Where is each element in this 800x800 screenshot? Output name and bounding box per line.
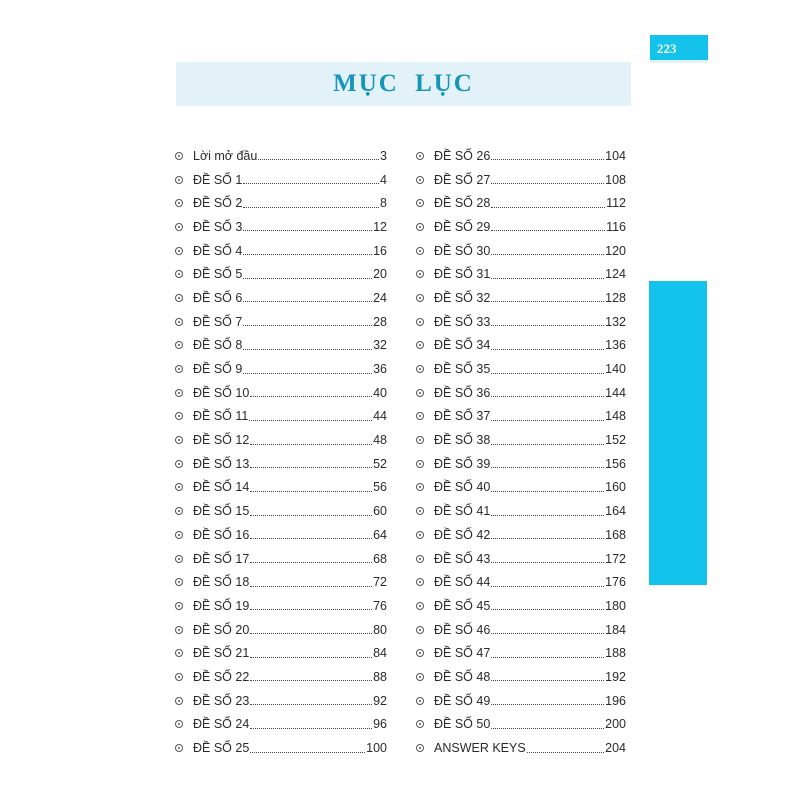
toc-entry-label: ĐỀ SỐ 45 [434, 598, 491, 613]
toc-entry-page-number: 132 [605, 314, 626, 329]
toc-entry-label: ĐỀ SỐ 29 [434, 219, 491, 234]
toc-entry [416, 191, 626, 215]
toc-entry-label: ĐỀ SỐ 1 [193, 172, 243, 187]
dot-leader [250, 609, 372, 610]
circle-bullet-icon [416, 341, 424, 349]
toc-entry [416, 547, 626, 571]
toc-entry-label: Lời mở đầu [193, 148, 258, 163]
toc-entry [416, 144, 626, 168]
toc-entry-page-number: 196 [605, 693, 626, 708]
dot-leader [250, 586, 372, 587]
toc-entry [175, 262, 387, 286]
dot-leader [491, 491, 604, 492]
page-number: 223 [650, 35, 708, 63]
toc-entry [416, 239, 626, 263]
toc-entry-page-number: 160 [605, 480, 626, 495]
toc-entry-label: ĐỀ SỐ 35 [434, 362, 491, 377]
dot-leader [491, 373, 604, 374]
toc-entry-label: ĐỀ SỐ 30 [434, 243, 491, 258]
dot-leader [250, 728, 372, 729]
toc-entry-label: ĐỀ SỐ 3 [193, 219, 243, 234]
toc-entry [175, 334, 387, 358]
toc-entry-label: ĐỀ SỐ 33 [434, 314, 491, 329]
circle-bullet-icon [416, 318, 424, 326]
dot-leader [243, 207, 379, 208]
toc-entry [416, 405, 626, 429]
dot-leader [250, 680, 372, 681]
circle-bullet-icon [175, 673, 183, 681]
toc-entry [416, 428, 626, 452]
toc-entry-label: ĐỀ SỐ 50 [434, 717, 491, 732]
circle-bullet-icon [416, 294, 424, 302]
toc-entry-label: ĐỀ SỐ 47 [434, 646, 491, 661]
circle-bullet-icon [416, 412, 424, 420]
toc-entry-label: ĐỀ SỐ 20 [193, 622, 250, 637]
circle-bullet-icon [416, 389, 424, 397]
toc-entry-page-number: 8 [380, 196, 387, 211]
circle-bullet-icon [175, 223, 183, 231]
toc-entry-page-number: 168 [605, 527, 626, 542]
circle-bullet-icon [175, 744, 183, 752]
toc-entry-page-number: 4 [380, 172, 387, 187]
dot-leader [527, 752, 604, 753]
toc-entry-label: ĐỀ SỐ 19 [193, 598, 250, 613]
circle-bullet-icon [175, 365, 183, 373]
circle-bullet-icon [416, 483, 424, 491]
circle-bullet-icon [175, 578, 183, 586]
dot-leader [491, 467, 604, 468]
circle-bullet-icon [416, 460, 424, 468]
toc-entry-page-number: 192 [605, 669, 626, 684]
toc-entry [416, 357, 626, 381]
dot-leader [491, 396, 604, 397]
circle-bullet-icon [416, 436, 424, 444]
circle-bullet-icon [175, 460, 183, 468]
circle-bullet-icon [175, 176, 183, 184]
dot-leader [250, 562, 372, 563]
toc-entry-page-number: 20 [373, 267, 387, 282]
toc-entry-label: ĐỀ SỐ 23 [193, 693, 250, 708]
toc-entry-page-number: 156 [605, 456, 626, 471]
dot-leader [243, 230, 372, 231]
toc-entry-page-number: 104 [605, 148, 626, 163]
toc-entry-page-number: 36 [373, 362, 387, 377]
toc-entry-label: ĐỀ SỐ 49 [434, 693, 491, 708]
toc-entry [416, 262, 626, 286]
circle-bullet-icon [175, 649, 183, 657]
circle-bullet-icon [416, 152, 424, 160]
dot-leader [491, 586, 604, 587]
circle-bullet-icon [416, 270, 424, 278]
dot-leader [491, 633, 604, 634]
toc-entry-page-number: 28 [373, 314, 387, 329]
toc-entry [175, 239, 387, 263]
toc-entry [175, 665, 387, 689]
toc-entry-page-number: 100 [366, 741, 387, 756]
dot-leader [250, 704, 372, 705]
toc-entry [416, 641, 626, 665]
toc-entry-label: ĐỀ SỐ 28 [434, 196, 491, 211]
dot-leader [243, 254, 372, 255]
circle-bullet-icon [175, 412, 183, 420]
circle-bullet-icon [416, 602, 424, 610]
toc-entry-page-number: 124 [605, 267, 626, 282]
circle-bullet-icon [175, 294, 183, 302]
toc-entry-label: ĐỀ SỐ 14 [193, 480, 250, 495]
toc-entry-label: ĐỀ SỐ 5 [193, 267, 243, 282]
toc-entry-label: ĐỀ SỐ 18 [193, 575, 250, 590]
toc-column-right [416, 144, 626, 760]
toc-entry-label: ĐỀ SỐ 26 [434, 148, 491, 163]
circle-bullet-icon [175, 531, 183, 539]
toc-entry-page-number: 60 [373, 504, 387, 519]
toc-entry-label: ĐỀ SỐ 37 [434, 409, 491, 424]
dot-leader [491, 325, 604, 326]
toc-entry-label: ĐỀ SỐ 39 [434, 456, 491, 471]
toc-entry-page-number: 52 [373, 456, 387, 471]
toc-entry-page-number: 204 [605, 741, 626, 756]
circle-bullet-icon [175, 507, 183, 515]
toc-entry-label: ĐỀ SỐ 7 [193, 314, 243, 329]
toc-entry [416, 476, 626, 500]
toc-entry-page-number: 44 [373, 409, 387, 424]
toc-entry [416, 665, 626, 689]
circle-bullet-icon [175, 483, 183, 491]
toc-entry [175, 476, 387, 500]
toc-entry [175, 736, 387, 760]
toc-entry-label: ĐỀ SỐ 22 [193, 669, 250, 684]
toc-entry-page-number: 180 [605, 598, 626, 613]
dot-leader [243, 278, 372, 279]
dot-leader [250, 491, 372, 492]
dot-leader [491, 704, 604, 705]
toc-entry-label: ĐỀ SỐ 13 [193, 456, 250, 471]
dot-leader [250, 515, 372, 516]
toc-entry-page-number: 12 [373, 219, 387, 234]
circle-bullet-icon [416, 507, 424, 515]
toc-entry [416, 736, 626, 760]
dot-leader [250, 657, 372, 658]
dot-leader [491, 254, 604, 255]
toc-entry-label: ĐỀ SỐ 36 [434, 385, 491, 400]
circle-bullet-icon [175, 341, 183, 349]
toc-entry-label: ĐỀ SỐ 8 [193, 338, 243, 353]
toc-entry-page-number: 172 [605, 551, 626, 566]
toc-entry [175, 191, 387, 215]
dot-leader [491, 538, 604, 539]
circle-bullet-icon [175, 152, 183, 160]
dot-leader [491, 444, 604, 445]
toc-entry [175, 144, 387, 168]
dot-leader [250, 467, 372, 468]
circle-bullet-icon [175, 626, 183, 634]
circle-bullet-icon [175, 247, 183, 255]
toc-entry [416, 381, 626, 405]
toc-entry-page-number: 184 [605, 622, 626, 637]
toc-entry [175, 452, 387, 476]
dot-leader [243, 301, 372, 302]
toc-entry-label: ĐỀ SỐ 38 [434, 433, 491, 448]
toc-entry-page-number: 16 [373, 243, 387, 258]
toc-entry-label: ĐỀ SỐ 34 [434, 338, 491, 353]
dot-leader [250, 444, 372, 445]
dot-leader [250, 752, 365, 753]
toc-entry-label: ĐỀ SỐ 41 [434, 504, 491, 519]
toc-entry [416, 594, 626, 618]
toc-entry-label: ĐỀ SỐ 11 [193, 409, 249, 424]
circle-bullet-icon [175, 720, 183, 728]
toc-entry-label: ĐỀ SỐ 48 [434, 669, 491, 684]
toc-entry [175, 594, 387, 618]
toc-entry [416, 713, 626, 737]
circle-bullet-icon [175, 318, 183, 326]
toc-entry-page-number: 96 [373, 717, 387, 732]
toc-entry-page-number: 148 [605, 409, 626, 424]
dot-leader [243, 349, 372, 350]
toc-entry-page-number: 84 [373, 646, 387, 661]
dot-leader [491, 680, 604, 681]
dot-leader [491, 301, 604, 302]
toc-entry [416, 168, 626, 192]
toc-entry-page-number: 80 [373, 622, 387, 637]
circle-bullet-icon [175, 389, 183, 397]
circle-bullet-icon [416, 649, 424, 657]
toc-entry-page-number: 32 [373, 338, 387, 353]
toc-entry-page-number: 120 [605, 243, 626, 258]
toc-entry-page-number: 200 [605, 717, 626, 732]
toc-entry [416, 689, 626, 713]
toc-entry [175, 357, 387, 381]
toc-entry-page-number: 64 [373, 527, 387, 542]
dot-leader [491, 562, 604, 563]
toc-entry [416, 286, 626, 310]
toc-entry-page-number: 48 [373, 433, 387, 448]
dot-leader [249, 420, 372, 421]
dot-leader [243, 373, 372, 374]
circle-bullet-icon [416, 199, 424, 207]
toc-entry-label: ĐỀ SỐ 25 [193, 741, 250, 756]
toc-entry [175, 570, 387, 594]
toc-entry-page-number: 92 [373, 693, 387, 708]
toc-entry-label: ĐỀ SỐ 12 [193, 433, 250, 448]
toc-entry-label: ĐỀ SỐ 9 [193, 362, 243, 377]
toc-entry-page-number: 40 [373, 385, 387, 400]
dot-leader [250, 396, 372, 397]
toc-entry [175, 713, 387, 737]
toc-entry [175, 641, 387, 665]
toc-entry-label: ĐỀ SỐ 17 [193, 551, 250, 566]
toc-entry-label: ĐỀ SỐ 24 [193, 717, 250, 732]
dot-leader [243, 183, 379, 184]
toc-entry [416, 570, 626, 594]
toc-entry-page-number: 116 [606, 219, 626, 234]
toc-entry-label: ĐỀ SỐ 31 [434, 267, 491, 282]
toc-entry-page-number: 24 [373, 290, 387, 305]
toc-entry-label: ĐỀ SỐ 6 [193, 290, 243, 305]
toc-entry-label: ĐỀ SỐ 46 [434, 622, 491, 637]
toc-entry-page-number: 76 [373, 598, 387, 613]
toc-entry-label: ĐỀ SỐ 10 [193, 385, 250, 400]
dot-leader [491, 207, 605, 208]
dot-leader [250, 633, 372, 634]
toc-entry [175, 523, 387, 547]
circle-bullet-icon [175, 602, 183, 610]
toc-entry [175, 286, 387, 310]
toc-entry [416, 215, 626, 239]
toc-entry-label: ĐỀ SỐ 32 [434, 290, 491, 305]
toc-entry-page-number: 188 [605, 646, 626, 661]
toc-entry [175, 215, 387, 239]
dot-leader [250, 538, 372, 539]
toc-entry-label: ĐỀ SỐ 2 [193, 196, 243, 211]
dot-leader [491, 609, 604, 610]
toc-entry [175, 428, 387, 452]
toc-entry-page-number: 140 [605, 362, 626, 377]
circle-bullet-icon [416, 531, 424, 539]
toc-entry [175, 168, 387, 192]
dot-leader [491, 183, 604, 184]
toc-entry-page-number: 144 [605, 385, 626, 400]
circle-bullet-icon [416, 720, 424, 728]
toc-entry-page-number: 108 [605, 172, 626, 187]
toc-entry [175, 499, 387, 523]
toc-entry [175, 405, 387, 429]
dot-leader [491, 420, 604, 421]
dot-leader [258, 159, 379, 160]
dot-leader [491, 515, 604, 516]
toc-entry [416, 310, 626, 334]
toc-entry-label: ĐỀ SỐ 27 [434, 172, 491, 187]
toc-entry-label: ĐỀ SỐ 16 [193, 527, 250, 542]
circle-bullet-icon [416, 247, 424, 255]
toc-entry-page-number: 152 [605, 433, 626, 448]
circle-bullet-icon [416, 365, 424, 373]
toc-entry-page-number: 56 [373, 480, 387, 495]
toc-entry [416, 618, 626, 642]
circle-bullet-icon [416, 223, 424, 231]
toc-entry-label: ĐỀ SỐ 44 [434, 575, 491, 590]
toc-entry-page-number: 164 [605, 504, 626, 519]
circle-bullet-icon [175, 436, 183, 444]
toc-entry [416, 499, 626, 523]
dot-leader [243, 325, 372, 326]
circle-bullet-icon [175, 697, 183, 705]
toc-entry [175, 381, 387, 405]
circle-bullet-icon [416, 176, 424, 184]
toc-column-left [175, 144, 387, 760]
toc-entry [416, 452, 626, 476]
dot-leader [491, 728, 604, 729]
circle-bullet-icon [416, 626, 424, 634]
toc-entry [175, 689, 387, 713]
toc-entry-label: ĐỀ SỐ 42 [434, 527, 491, 542]
toc-entry [416, 334, 626, 358]
toc-entry [175, 547, 387, 571]
circle-bullet-icon [416, 673, 424, 681]
toc-entry-label: ĐỀ SỐ 43 [434, 551, 491, 566]
circle-bullet-icon [175, 199, 183, 207]
circle-bullet-icon [175, 555, 183, 563]
circle-bullet-icon [416, 578, 424, 586]
title-banner [176, 62, 631, 106]
toc-entry-label: ĐỀ SỐ 21 [193, 646, 250, 661]
toc-entry-page-number: 88 [373, 669, 387, 684]
circle-bullet-icon [416, 555, 424, 563]
toc-entry [416, 523, 626, 547]
circle-bullet-icon [416, 744, 424, 752]
toc-entry-page-number: 72 [373, 575, 387, 590]
toc-entry-page-number: 112 [606, 196, 626, 211]
dot-leader [491, 657, 604, 658]
circle-bullet-icon [175, 270, 183, 278]
dot-leader [491, 349, 604, 350]
toc-entry-label: ĐỀ SỐ 4 [193, 243, 243, 258]
page-title: MỤC LỤC [333, 70, 474, 97]
toc-entry-page-number: 3 [380, 148, 387, 163]
circle-bullet-icon [416, 697, 424, 705]
dot-leader [491, 278, 604, 279]
toc-entry-label: ĐỀ SỐ 40 [434, 480, 491, 495]
side-color-bar [649, 281, 707, 585]
dot-leader [491, 159, 604, 160]
toc-entry-page-number: 136 [605, 338, 626, 353]
dot-leader [491, 230, 605, 231]
toc-entry-page-number: 68 [373, 551, 387, 566]
toc-entry-label: ANSWER KEYS [434, 741, 526, 756]
toc-entry-page-number: 128 [605, 290, 626, 305]
toc-entry [175, 310, 387, 334]
toc-entry [175, 618, 387, 642]
toc-entry-page-number: 176 [605, 575, 626, 590]
toc-entry-label: ĐỀ SỐ 15 [193, 504, 250, 519]
